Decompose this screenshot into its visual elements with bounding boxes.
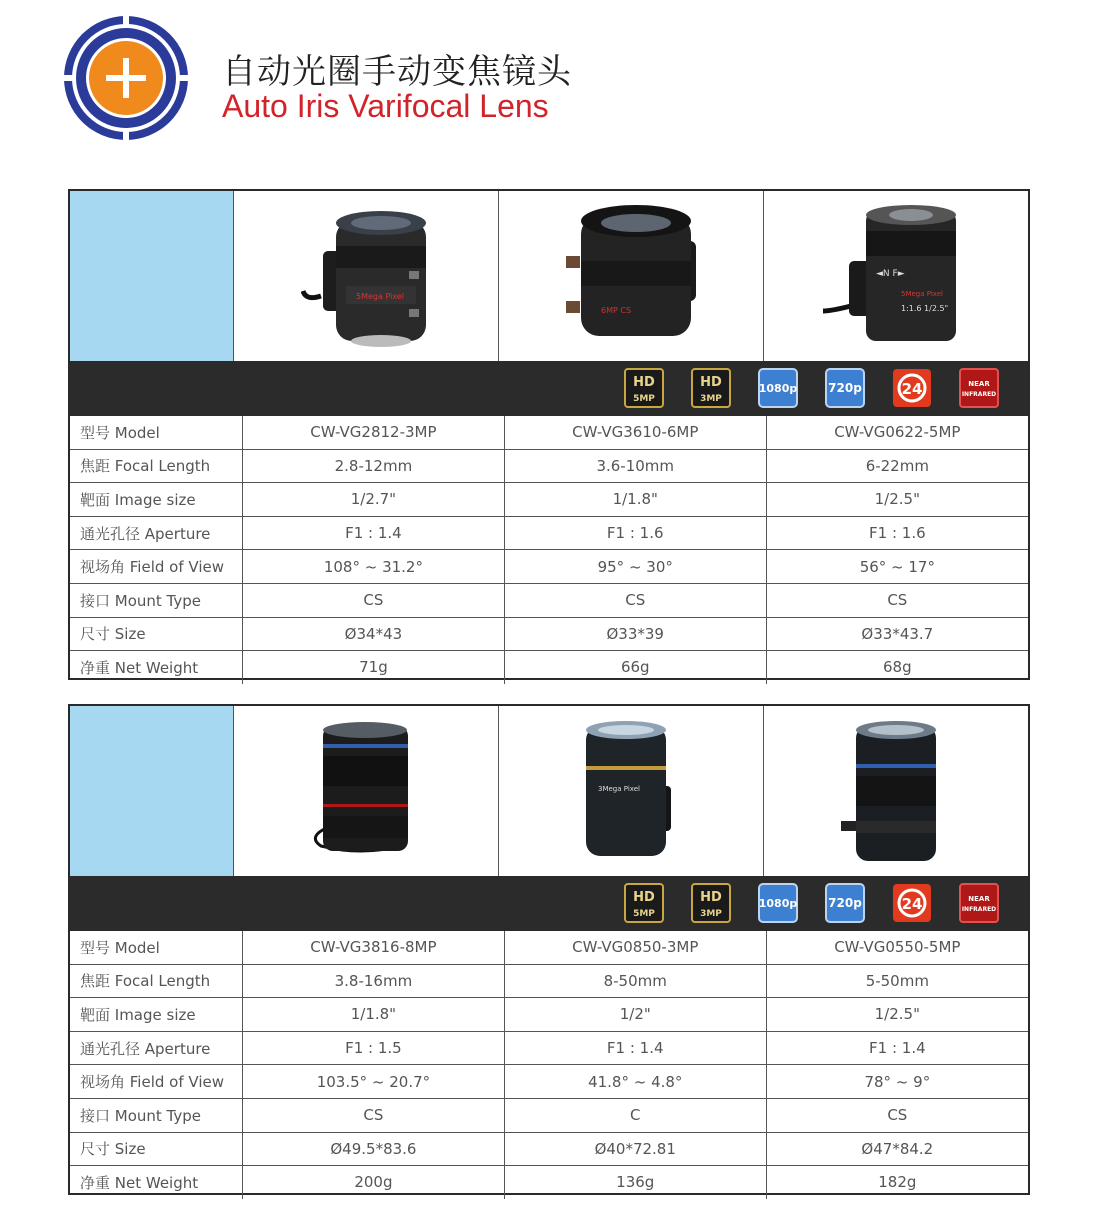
- spec-table: [70, 931, 1028, 1199]
- aperture-cell: F1 : 1.4: [504, 1031, 766, 1065]
- size-cell: Ø49.5*83.6: [243, 1132, 505, 1166]
- 720p-icon: [822, 882, 868, 924]
- svg-text:5Mega Pixel: 5Mega Pixel: [356, 292, 404, 301]
- 24h-text: 24: [901, 895, 923, 913]
- near-infrared-top: NEAR: [968, 895, 990, 903]
- image-row-header: [70, 191, 234, 361]
- svg-text:6MP CS: 6MP CS: [601, 306, 632, 315]
- hd-3mp-icon: [688, 367, 734, 409]
- row-label-model: 型号 Model: [70, 416, 243, 449]
- image-size-cell: 1/1.8": [504, 483, 766, 517]
- row-label-aperture: 通光孔径 Aperture: [70, 1031, 243, 1065]
- fov-cell: 103.5° ~ 20.7°: [243, 1065, 505, 1099]
- lens-photo-6: [764, 706, 1028, 876]
- table-row: [70, 998, 1028, 1032]
- weight-cell: 182g: [766, 1166, 1028, 1199]
- near-infrared-icon: [956, 367, 1002, 409]
- product-image-row: [70, 191, 1028, 361]
- size-cell: Ø33*43.7: [766, 617, 1028, 651]
- near-infrared-icon: [956, 882, 1002, 924]
- row-label-mount-type: 接口 Mount Type: [70, 1098, 243, 1132]
- model-cell: CW-VG0850-3MP: [504, 931, 766, 964]
- row-label-mount-type: 接口 Mount Type: [70, 583, 243, 617]
- size-cell: Ø34*43: [243, 617, 505, 651]
- 720p-text: 720p: [828, 381, 862, 395]
- 720p-icon: [822, 367, 868, 409]
- weight-cell: 200g: [243, 1166, 505, 1199]
- row-label-focal-length: 焦距 Focal Length: [70, 964, 243, 998]
- image-size-cell: 1/2": [504, 998, 766, 1032]
- image-size-cell: 1/2.5": [766, 998, 1028, 1032]
- svg-text:5Mega Pixel: 5Mega Pixel: [901, 290, 943, 298]
- image-size-cell: 1/2.7": [243, 483, 505, 517]
- svg-text:◄N F►: ◄N F►: [876, 269, 905, 279]
- table-row: [70, 449, 1028, 483]
- focal-length-cell: 2.8-12mm: [243, 449, 505, 483]
- aperture-cell: F1 : 1.6: [766, 516, 1028, 550]
- lens-photo-4: [234, 706, 499, 876]
- mount-cell: C: [504, 1098, 766, 1132]
- hd-5mp-bottom: 5MP: [633, 909, 655, 919]
- table-row: [70, 651, 1028, 684]
- 1080p-icon: [755, 367, 801, 409]
- hd-5mp-top: HD: [633, 890, 655, 905]
- 24h-icon: [889, 367, 935, 409]
- model-cell: CW-VG0550-5MP: [834, 938, 961, 957]
- 24h-text: 24: [901, 380, 923, 398]
- row-label-image-size: 靶面 Image size: [70, 483, 243, 517]
- fov-cell: 41.8° ~ 4.8°: [504, 1065, 766, 1099]
- mount-cell: CS: [504, 583, 766, 617]
- table-row: [70, 1098, 1028, 1132]
- hd-5mp-bottom: 5MP: [633, 394, 655, 404]
- size-cell: Ø33*39: [504, 617, 766, 651]
- 1080p-icon: [755, 882, 801, 924]
- hd-3mp-icon: [688, 882, 734, 924]
- weight-cell: 71g: [243, 651, 505, 684]
- table-row: [70, 1031, 1028, 1065]
- fov-cell: 95° ~ 30°: [504, 550, 766, 584]
- table-row: [70, 416, 1028, 449]
- svg-text:1:1.6 1/2.5": 1:1.6 1/2.5": [901, 304, 949, 313]
- hd-3mp-top: HD: [700, 890, 722, 905]
- product-table-2: [68, 704, 1030, 1195]
- lens-photo-5: [499, 706, 764, 876]
- mount-cell: CS: [243, 583, 505, 617]
- mount-cell: CS: [766, 583, 1028, 617]
- row-label-field-of-view: 视场角 Field of View: [70, 1065, 243, 1099]
- table-row: [70, 617, 1028, 651]
- mount-cell: CS: [243, 1098, 505, 1132]
- table-row: [70, 1065, 1028, 1099]
- focal-length-cell: 8-50mm: [504, 964, 766, 998]
- page-title-chinese: 自动光圈手动变焦镜头: [222, 52, 572, 92]
- aperture-cell: F1 : 1.4: [243, 516, 505, 550]
- near-infrared-bottom: INFRARED: [961, 906, 997, 913]
- hd-3mp-bottom: 3MP: [700, 394, 722, 404]
- lens-photo-2: [499, 191, 764, 361]
- spec-table: [70, 416, 1028, 684]
- weight-cell: 66g: [504, 651, 766, 684]
- image-row-header: [70, 706, 234, 876]
- table-row: [70, 931, 1028, 964]
- aperture-cell: F1 : 1.5: [243, 1031, 505, 1065]
- row-label-size: 尺寸 Size: [70, 617, 243, 651]
- table-row: [70, 1132, 1028, 1166]
- lens-photo-3: [764, 191, 1028, 361]
- size-cell: Ø47*84.2: [766, 1132, 1028, 1166]
- aperture-cell: F1 : 1.6: [504, 516, 766, 550]
- svg-text:3Mega Pixel: 3Mega Pixel: [598, 785, 640, 793]
- image-size-cell: 1/2.5": [766, 483, 1028, 517]
- row-label-model: 型号 Model: [70, 931, 243, 964]
- product-table-1: [68, 189, 1030, 680]
- 1080p-text: 1080p: [758, 382, 798, 395]
- fov-cell: 56° ~ 17°: [766, 550, 1028, 584]
- model-cell: CW-VG3610-6MP: [504, 416, 766, 449]
- hd-5mp-icon: [621, 882, 667, 924]
- model-cell: CW-VG2812-3MP: [243, 416, 505, 449]
- mount-cell: CS: [766, 1098, 1028, 1132]
- row-label-net-weight: 净重 Net Weight: [70, 651, 243, 684]
- row-label-size: 尺寸 Size: [70, 1132, 243, 1166]
- weight-cell: 136g: [504, 1166, 766, 1199]
- focal-length-cell: 3.6-10mm: [504, 449, 766, 483]
- hd-5mp-top: HD: [633, 375, 655, 390]
- row-label-field-of-view: 视场角 Field of View: [70, 550, 243, 584]
- focal-length-cell: 5-50mm: [766, 964, 1028, 998]
- fov-cell: 108° ~ 31.2°: [243, 550, 505, 584]
- row-label-net-weight: 净重 Net Weight: [70, 1166, 243, 1199]
- page-title-english: Auto Iris Varifocal Lens: [222, 88, 549, 124]
- table-row: [70, 550, 1028, 584]
- 1080p-text: 1080p: [758, 897, 798, 910]
- table-row: [70, 516, 1028, 550]
- model-cell: CW-VG0622-5MP: [834, 423, 961, 442]
- brand-logo: [62, 14, 190, 142]
- row-label-aperture: 通光孔径 Aperture: [70, 516, 243, 550]
- focal-length-cell: 6-22mm: [766, 449, 1028, 483]
- hd-3mp-top: HD: [700, 375, 722, 390]
- near-infrared-bottom: INFRARED: [961, 391, 997, 398]
- size-cell: Ø40*72.81: [504, 1132, 766, 1166]
- row-label-focal-length: 焦距 Focal Length: [70, 449, 243, 483]
- table-row: [70, 483, 1028, 517]
- weight-cell: 68g: [766, 651, 1028, 684]
- image-size-cell: 1/1.8": [243, 998, 505, 1032]
- feature-badge-bar: [70, 876, 1028, 931]
- table-row: [70, 583, 1028, 617]
- 24h-icon: [889, 882, 935, 924]
- feature-badge-bar: [70, 361, 1028, 416]
- near-infrared-top: NEAR: [968, 380, 990, 388]
- aperture-cell: F1 : 1.4: [766, 1031, 1028, 1065]
- table-row: [70, 1166, 1028, 1199]
- row-label-image-size: 靶面 Image size: [70, 998, 243, 1032]
- model-cell: CW-VG3816-8MP: [243, 931, 505, 964]
- focal-length-cell: 3.8-16mm: [243, 964, 505, 998]
- product-image-row: [70, 706, 1028, 876]
- hd-3mp-bottom: 3MP: [700, 909, 722, 919]
- hd-5mp-icon: [621, 367, 667, 409]
- table-row: [70, 964, 1028, 998]
- fov-cell: 78° ~ 9°: [766, 1065, 1028, 1099]
- 720p-text: 720p: [828, 896, 862, 910]
- lens-photo-1: [234, 191, 499, 361]
